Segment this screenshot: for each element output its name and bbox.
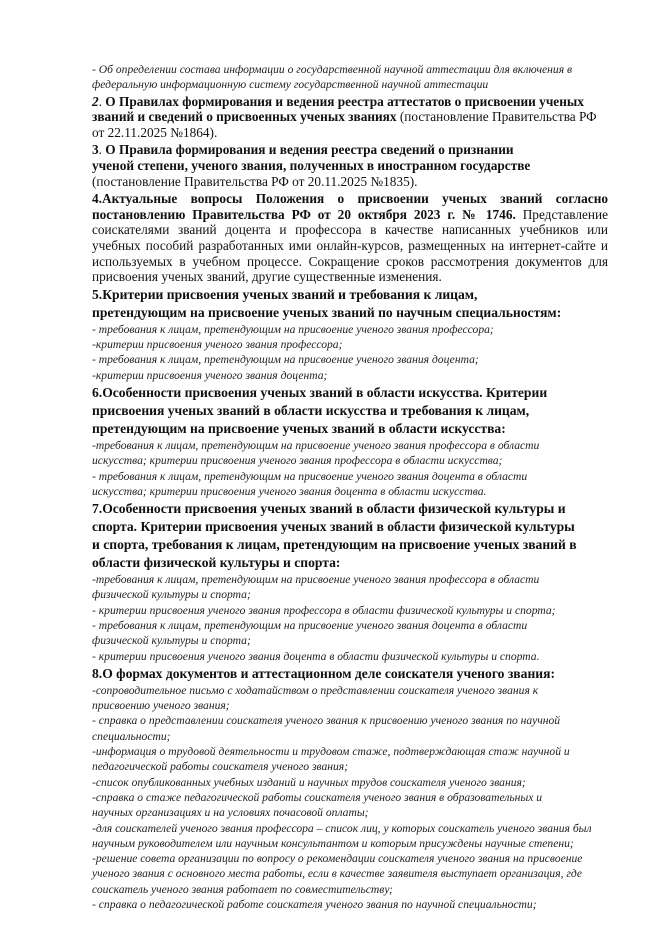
- list-item: -требования к лицам, претендующим на присвоение ученого звания профессора в области искусства; критерии присвоения ученого звания профессора в области искусства;: [92, 438, 540, 468]
- section-6-title: 6.Особенности присвоения ученых званий в области искусства. Критерии присвоения ученых званий в области искусства и требования к лицам, претендующим на присвоение ученых званий в области искусства:: [92, 384, 548, 436]
- section-4: [92, 191, 608, 285]
- section-2-dot: .: [98, 93, 102, 109]
- intro-item: - Об определении состава информации о государственной научной аттестации для включения в федеральную информационную систему государственной научной аттестации: [92, 63, 573, 92]
- section-8-list: [92, 683, 604, 912]
- list-item: - критерии присвоения ученого звания профессора в области физической культуры и спорта;: [92, 603, 556, 617]
- section-2-number: 2: [92, 93, 99, 109]
- list-item: - требования к лицам, претендующим на присвоение ученого звания доцента в области искусства; критерии присвоения ученого звания доцента в области искусства.: [92, 469, 528, 498]
- list-item: -информация о трудовой деятельности и трудовом стаже, подтверждающая стаж научной и педагогической работы соискателя ученого звания;: [92, 745, 570, 774]
- section-5-list: [92, 322, 608, 383]
- list-item: -решение совета организации по вопросу о рекомендации соискателя ученого звания на присвоение ученого звания с основного места работы, если в качестве заявителя выступает организация, где соискатель ученого звания работает по совместительству;: [92, 852, 583, 896]
- list-item: -для соискателей ученого звания профессора – список лиц, у которых соискатель ученого звания был научным руководителем или научным консультантом и которым присуждены научные степени;: [92, 821, 592, 850]
- section-7-title: 7.Особенности присвоения ученых званий в области физической культуры и спорта. Критерии присвоения ученых званий в области физической культуры и спорта, требования к лицам, претендующим на присвоение ученых званий в области физической культуры и спорта:: [92, 501, 577, 571]
- section-3-title: О Правила формирования и ведения реестра сведений о признании ученой степени, ученого звания, полученных в иностранном государстве: [92, 142, 531, 173]
- list-item: - критерии присвоения ученого звания доцента в области физической культуры и спорта.: [92, 649, 540, 663]
- section-3-ref: (постановление Правительства РФ от 20.11.2025 №1835).: [92, 173, 418, 189]
- list-item: -список опубликованных учебных изданий и научных трудов соискателя ученого звания;: [92, 775, 526, 789]
- document-page: [92, 62, 608, 912]
- section-4-title: 4.Актуальные вопросы Положения о присвоении ученых званий согласно постановлению Правительства РФ от 20 октября 2023 г. № 1746.: [92, 191, 608, 222]
- section-2: [92, 94, 608, 141]
- section-7-list: [92, 572, 592, 664]
- list-item: - справка о представлении соискателя ученого звания к присвоению ученого звания по научной специальности;: [92, 714, 561, 743]
- list-item: - требования к лицам, претендующим на присвоение ученого звания профессора;: [92, 322, 494, 336]
- list-item: - справка о педагогической работе соискателя ученого звания по научной специальности;: [92, 898, 537, 912]
- list-item: - требования к лицам, претендующим на присвоение ученого звания доцента в области физической культуры и спорта;: [92, 618, 528, 648]
- section-3: [92, 142, 552, 189]
- section-3-number: 3: [92, 142, 99, 158]
- section-6-list: [92, 438, 562, 499]
- section-2-ref: (постановление Правительства РФ от 22.11.2025 №1864).: [92, 109, 597, 140]
- section-5-title: 5.Критерии присвоения ученых званий и требования к лицам, претендующим на присвоение ученых званий по научным специальностям:: [92, 286, 562, 320]
- section-8-title: 8.О формах документов и аттестационном деле соискателя ученого звания:: [92, 665, 555, 681]
- list-item: -справка о стаже педагогической работы соискателя ученого звания в образовательных и научных организациях и на условиях почасовой оплаты;: [92, 790, 543, 820]
- section-3-dot: .: [98, 142, 102, 158]
- list-item: -требования к лицам, претендующим на присвоение ученого звания профессора в области физической культуры и спорта;: [92, 573, 540, 602]
- list-item: - требования к лицам, претендующим на присвоение ученого звания доцента;: [92, 353, 479, 367]
- list-item: -критерии присвоения ученого звания профессора;: [92, 338, 343, 352]
- list-item: -сопроводительное письмо с ходатайством о представлении соискателя ученого звания к присвоению ученого звания;: [92, 683, 539, 713]
- list-item: -критерии присвоения ученого звания доцента;: [92, 368, 328, 382]
- section-4-body: Представление соискателями званий доцента и профессора в качестве написанных учебников или учебных пособий разработанных ими онлайн-курсов, размещенных на интернет-сайте и используемых в учебном процессе. Сокращение сроков рассмотрения документов для присвоения ученых званий, другие существенные изменения.: [92, 206, 608, 285]
- section-2-title: О Правилах формирования и ведения реестра аттестатов о присвоении ученых званий и сведений о присвоенных ученых званиях: [92, 93, 584, 125]
